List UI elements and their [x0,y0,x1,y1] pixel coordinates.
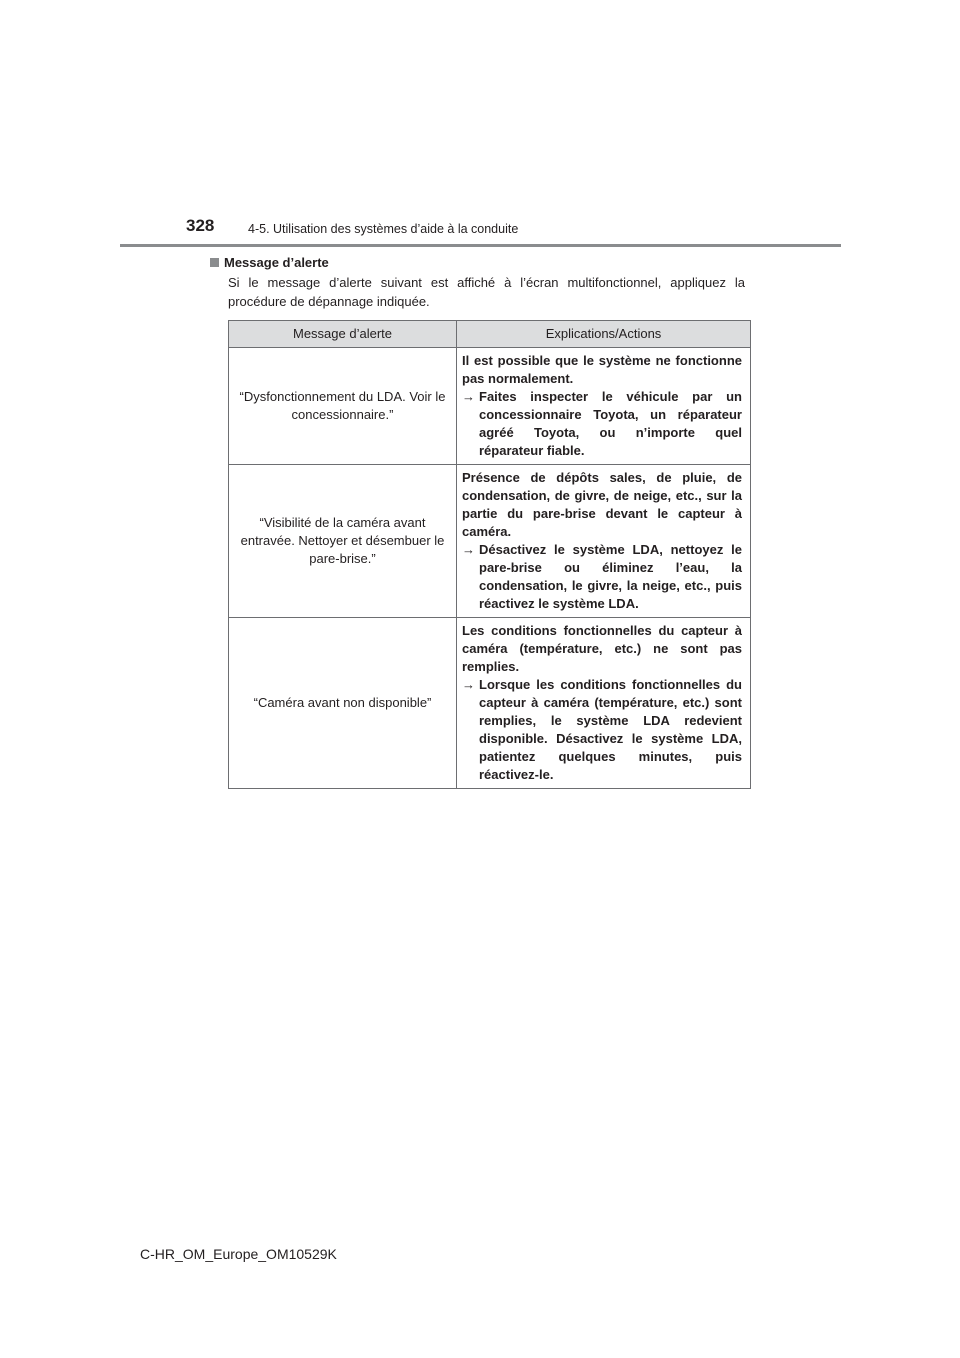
table-header-row [229,321,751,348]
table-row [229,465,751,618]
table-row [229,348,751,465]
alert-message-cell: “Visibilité de la caméra avant entravée. Nettoyer et désembuer le pare-brise.” [229,465,457,618]
table-row [229,618,751,789]
header-rule [120,244,841,247]
action-text: Lorsque les conditions fonctionnelles du capteur à caméra (température, etc.) sont remplies, le système LDA redevient disponible. Désactivez le système LDA, patientez quelques minutes, puis réactivez-le. [479,677,742,782]
action-item [462,388,742,460]
section-title: 4-5. Utilisation des systèmes d’aide à la conduite [248,222,519,236]
alert-message-cell: “Caméra avant non disponible” [229,618,457,789]
intro-paragraph: Si le message d’alerte suivant est affiché à l’écran multifonctionnel, appliquez la procédure de dépannage indiquée. [228,275,745,309]
explanation-cell [457,348,751,465]
action-text: Faites inspecter le véhicule par un concessionnaire Toyota, un réparateur agréé Toyota, ou n’importe quel réparateur fiable. [479,389,742,458]
square-icon [210,258,219,267]
document-code: C-HR_OM_Europe_OM10529K [140,1246,337,1262]
arrow-icon: → [462,677,475,692]
action-text: Désactivez le système LDA, nettoyez le pare-brise ou éliminez l’eau, la condensation, le givre, la neige, etc., puis réactivez le système LDA. [479,542,742,611]
section-heading-text: Message d’alerte [224,255,329,270]
column-header-explanations: Explications/Actions [457,321,751,348]
section-heading [210,255,329,270]
explanation-text: Les conditions fonctionnelles du capteur à caméra (température, etc.) ne sont pas remplies. [462,623,742,674]
explanation-text: Présence de dépôts sales, de pluie, de condensation, de givre, de neige, etc., sur la partie du pare-brise devant le capteur à caméra. [462,470,742,539]
arrow-icon: → [462,389,475,404]
action-item [462,541,742,613]
action-item [462,676,742,784]
alert-message-cell: “Dysfonctionnement du LDA. Voir le concessionnaire.” [229,348,457,465]
alert-message-table [228,320,751,789]
page-number: 328 [186,216,215,235]
explanation-text: Il est possible que le système ne fonctionne pas normalement. [462,353,742,386]
explanation-cell [457,618,751,789]
explanation-cell [457,465,751,618]
arrow-icon: → [462,542,475,557]
column-header-message: Message d’alerte [229,321,457,348]
